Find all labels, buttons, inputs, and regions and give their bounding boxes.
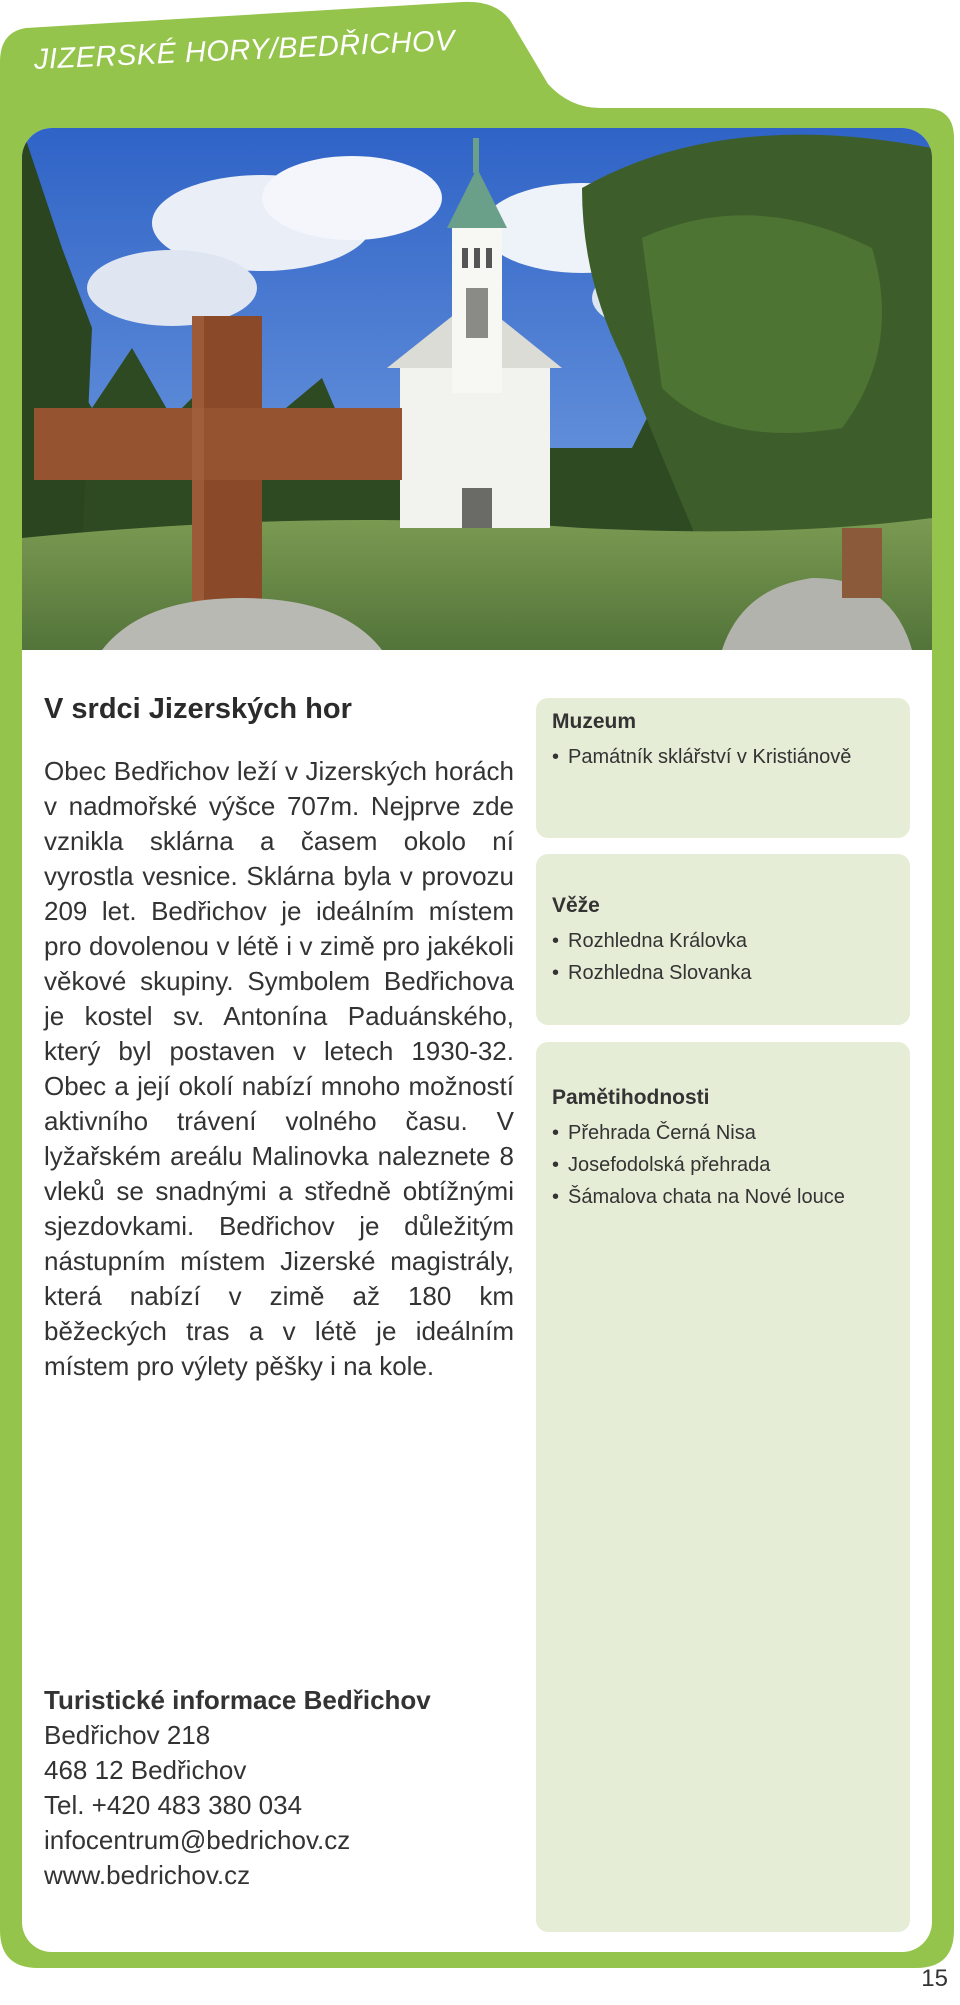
- sights-title: Pamětihodnosti: [552, 1086, 710, 1109]
- sidebar-box-museum: [536, 698, 910, 838]
- contact-title: Turistické informace Bedřichov: [44, 1685, 431, 1715]
- body-paragraph: Obec Bedřichov leží v Jizerských horách v nadmořské výšce 707m. Nejprve zde vznikla sklárna a časem okolo ní vyrostla vesnice. Sklárna byla v provozu 209 let. Bedřichov je ideálním místem pro dovolenou v létě i v zimě pro jakékoli věkové skupiny. Symbolem Bedřichova je kostel sv. Antonína Paduánského, který byl postaven v letech 1930-32. Obec a její okolí nabízí mnoho možností aktivního trávení volného času. V lyžařském areálu Malinovka naleznete 8 vleků se snadnými a středně obtížnými sjezdovkami. Bedřichov je důležitým nástupním místem Jizerské magistrály, která nabízí v zimě až 180 km běžeckých tras a v létě je ideálním místem pro výlety pěšky i na kole.: [44, 756, 514, 1381]
- museum-title: Muzeum: [552, 710, 636, 733]
- list-item: • Rozhledna Slovanka: [552, 957, 894, 989]
- sights-list: [552, 1117, 894, 1213]
- sidebar-box-towers: [536, 854, 910, 1025]
- contact-website: www.bedrichov.cz: [44, 1860, 251, 1890]
- towers-list: [552, 925, 894, 989]
- region-title: JIZERSKÉ HORY/BEDŘICHOV: [33, 24, 456, 76]
- museum-list: [552, 741, 894, 773]
- towers-title: Věže: [552, 894, 600, 917]
- page-number: 15: [921, 1965, 948, 1992]
- contact-phone: Tel. +420 483 380 034: [44, 1790, 303, 1820]
- list-item: • Památník sklářství v Kristiánově: [552, 741, 894, 773]
- contact-address-street: Bedřichov 218: [44, 1720, 211, 1750]
- sidebar-box-sights: [536, 1042, 910, 1932]
- photo-church-with-wooden-cross: [22, 128, 932, 650]
- content-card: [22, 128, 932, 1952]
- contact-address-city: 468 12 Bedřichov: [44, 1755, 247, 1785]
- list-item: • Josefodolská přehrada: [552, 1149, 894, 1181]
- list-item: • Rozhledna Královka: [552, 925, 894, 957]
- list-item: • Přehrada Černá Nisa: [552, 1117, 894, 1149]
- section-heading: V srdci Jizerských hor: [44, 693, 352, 725]
- list-item: • Šámalova chata na Nové louce: [552, 1181, 894, 1213]
- contact-info: [44, 1683, 524, 1893]
- contact-email: infocentrum@bedrichov.cz: [44, 1825, 351, 1855]
- main-article: [44, 693, 514, 1384]
